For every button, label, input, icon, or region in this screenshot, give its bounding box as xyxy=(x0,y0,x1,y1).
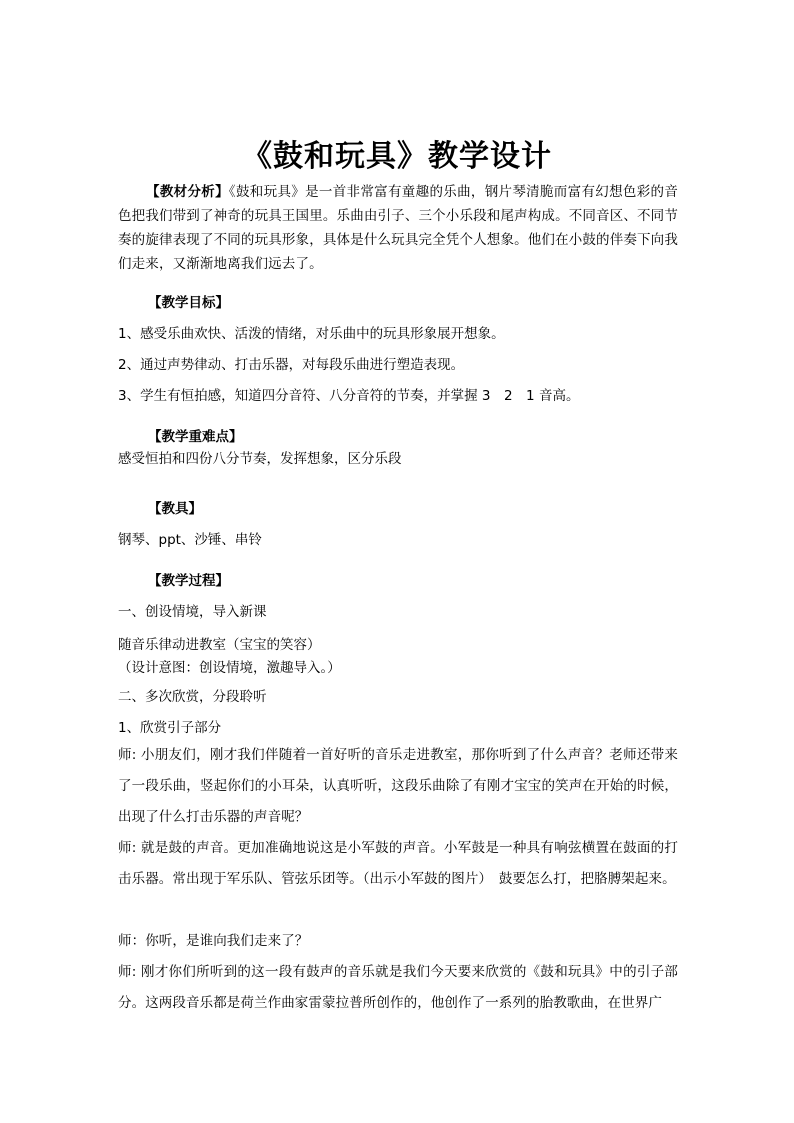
goal-item-3: 3、学生有恒拍感，知道四分音符、八分音符的节奏，并掌握 3 2 1 音高。 xyxy=(118,388,580,404)
tools-text: 钢琴、ppt、沙锤、串铃 xyxy=(118,532,262,548)
material-analysis-paragraph xyxy=(118,180,678,276)
material-analysis-text: 《鼓和玩具》是一首非常富有童趣的乐曲，钢片琴清脆而富有幻想色彩的音色把我们带到了神奇的玩具王国里。乐曲由引子、三个小乐段和尾声构成。不同音区、不同节奏的旋律表现了不同的玩具形象，具体是什么玩具完全凭个人想象。他们在小鼓的伴奏下向我们走来，又渐渐地离我们远去了。 xyxy=(118,184,679,272)
dialogue-paragraph-4: 师: 刚才你们所听到的这一段有鼓声的音乐就是我们今天要来欣赏的《鼓和玩具》中的引子部分。这两段音乐都是荷兰作曲家雷蒙拉普所创作的，他创作了一系列的胎教歌曲，在世界广 xyxy=(118,964,678,1011)
section-2-title: 二、多次欣赏，分段聆听 xyxy=(118,689,267,705)
dialogue-paragraph-3: 师：你听，是谁向我们走来了？ xyxy=(118,933,309,949)
key-points-text: 感受恒拍和四份八分节奏，发挥想象，区分乐段 xyxy=(118,451,402,467)
process-heading: 【教学过程】 xyxy=(148,573,229,589)
dialogue-paragraph-1: 师: 小朋友们，刚才我们伴随着一首好听的音乐走进教室，那你听到了什么声音？老师还带来了一段乐曲，竖起你们的小耳朵，认真听听，这段乐曲除了有刚才宝宝的笑声在开始的时候，出现了什么打击乐器的声音呢？ xyxy=(118,747,678,825)
tools-heading: 【教具】 xyxy=(148,501,202,517)
document-title: 《鼓和玩具》教学设计 xyxy=(242,139,552,174)
subsection-1-title: 1、欣赏引子部分 xyxy=(118,720,222,736)
section-1-activity: 随音乐律动进教室（宝宝的笑容） xyxy=(118,637,321,653)
teaching-goals-heading: 【教学目标】 xyxy=(148,295,229,311)
section-1-notes xyxy=(118,634,341,680)
goal-item-1: 1、感受乐曲欢快、活泼的情绪，对乐曲中的玩具形象展开想象。 xyxy=(118,326,505,342)
section-1-design-intent: （设计意图：创设情境，激趣导入。） xyxy=(118,660,341,676)
material-analysis-label: 【教材分析】 xyxy=(146,184,229,200)
goal-item-2: 2、通过声势律动、打击乐器，对每段乐曲进行塑造表现。 xyxy=(118,357,465,373)
dialogue-paragraph-2: 师: 就是鼓的声音。更加准确地说这是小军鼓的声音。小军鼓是一种具有响弦横置在鼓面的打击乐器。常出现于军乐队、管弦乐团等。（出示小军鼓的图片） 鼓要怎么打，把胳膊架起来。 xyxy=(118,840,678,887)
section-1-title: 一、创设情境，导入新课 xyxy=(118,604,267,620)
key-points-heading: 【教学重难点】 xyxy=(148,429,243,445)
